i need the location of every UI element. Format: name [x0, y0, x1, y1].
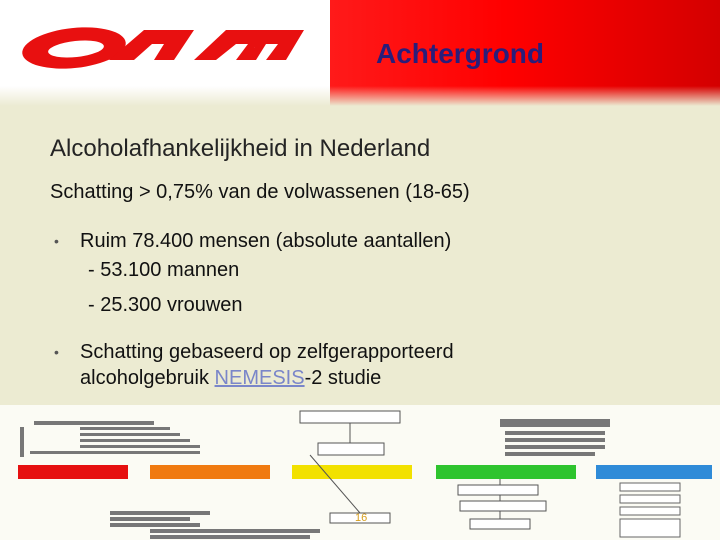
flow-box-waiting	[458, 485, 538, 495]
bullet-text: Ruim 78.400 mensen (absolute aantallen)	[80, 230, 452, 252]
flow-box-discharge	[470, 519, 530, 529]
bullet-marker: •	[54, 344, 59, 360]
slide-heading: Alcoholafhankelijkheid in Nederland	[50, 135, 431, 162]
flow-box-top	[300, 411, 400, 423]
bullet-text-prefix: alcoholgebruik	[80, 367, 215, 389]
sub-item-women: - 25.300 vrouwen	[88, 294, 243, 316]
flow-box-green	[436, 465, 576, 479]
flow-box-orange	[150, 465, 270, 479]
sub-item-men: - 53.100 mannen	[88, 259, 240, 281]
flow-box-red	[18, 465, 128, 479]
bullet-marker: •	[54, 233, 59, 249]
nemesis-link[interactable]: NEMESIS	[214, 367, 305, 389]
bottom-left-text	[110, 511, 320, 539]
flow-box-review	[460, 501, 546, 511]
left-text-block	[20, 421, 200, 457]
header-fade	[0, 86, 720, 106]
flow-box-blue	[596, 465, 712, 479]
bullet-text-suffix: -2 studie	[304, 367, 382, 389]
far-right-boxes	[620, 483, 680, 537]
bullet-text-line1: Schatting gebaseerd op zelfgerapporteerd	[80, 341, 454, 363]
page-title: Achtergrond	[376, 38, 544, 69]
bullet-text-line2	[80, 367, 381, 390]
header-band	[0, 0, 720, 106]
flow-box-triage	[318, 443, 384, 455]
right-text-block	[500, 419, 610, 456]
am-logo-icon	[4, 8, 334, 88]
flow-box-yellow	[292, 465, 412, 479]
page-number: 16	[355, 512, 368, 524]
slide-subtitle: Schatting > 0,75% van de volwassenen (18-65)	[50, 181, 470, 203]
